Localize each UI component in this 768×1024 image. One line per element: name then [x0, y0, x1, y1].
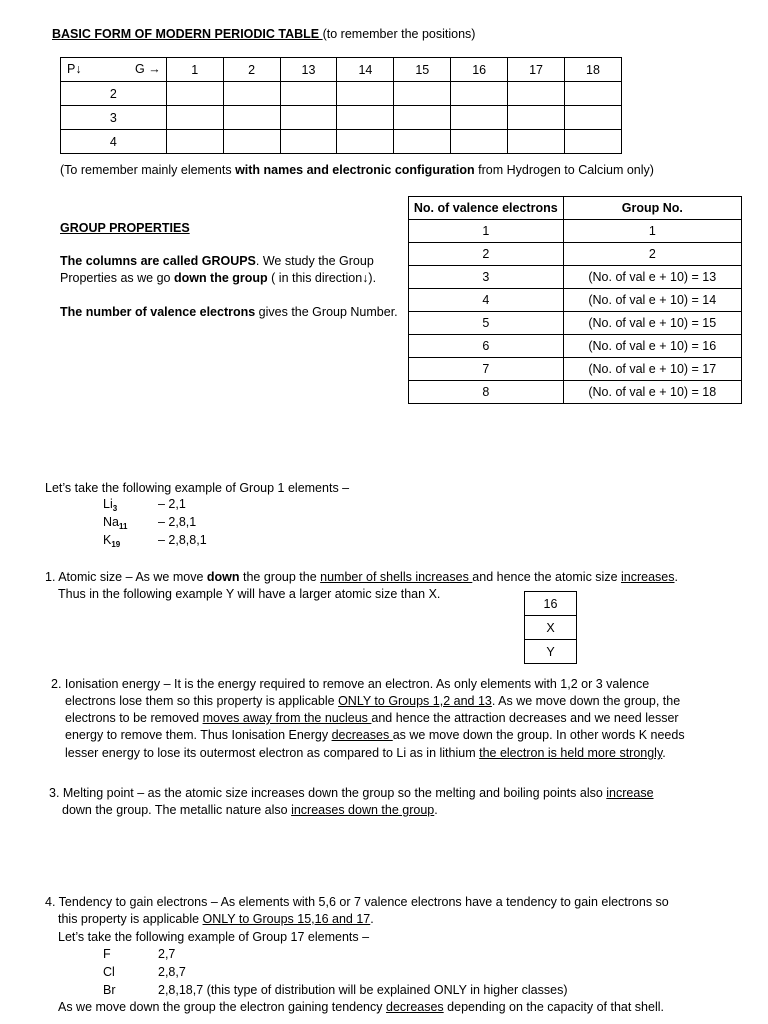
- periodic-table: [60, 57, 622, 154]
- valence-row: 3 (No. of val e + 10) = 13: [409, 266, 742, 289]
- point4-line: this property is applicable ONLY to Groups 15,16 and 17.: [58, 912, 374, 926]
- periodic-table-header-row: [61, 58, 622, 82]
- period-label: 2: [61, 82, 167, 106]
- group-properties-line: The number of valence electrons gives the Group Number.: [60, 305, 398, 319]
- valence-table-header-row: [409, 197, 742, 220]
- element-config: 2,8,7: [158, 965, 186, 979]
- period-row: [61, 106, 622, 130]
- valence-row: 5 (No. of val e + 10) = 15: [409, 312, 742, 335]
- group-header: 2: [223, 58, 280, 82]
- valence-row: 4 (No. of val e + 10) = 14: [409, 289, 742, 312]
- point4-line: Let’s take the following example of Group 17 elements –: [58, 930, 370, 944]
- valence-row: 8 (No. of val e + 10) = 18: [409, 381, 742, 404]
- valence-header: No. of valence electrons: [409, 197, 564, 220]
- group16-mini-table: [524, 591, 577, 664]
- point4-line: 4. Tendency to gain electrons – As elements with 5,6 or 7 valence electrons have a tendency to gain electrons so: [45, 895, 669, 909]
- group-header: 15: [394, 58, 451, 82]
- element-symbol: $Na_{11}$: [103, 515, 128, 531]
- element-symbol: $Li_3$: [103, 497, 118, 513]
- remember-note: (To remember mainly elements with names and electronic configuration from Hydrogen to Calcium only): [60, 163, 654, 177]
- title-main: BASIC FORM OF MODERN PERIODIC TABLE: [52, 27, 323, 41]
- period-label: 3: [61, 106, 167, 130]
- title-note: (to remember the positions): [322, 27, 476, 41]
- element-symbol: F: [103, 947, 111, 961]
- element-symbol: Br: [103, 983, 116, 997]
- element-config: – 2,8,8,1: [158, 533, 207, 547]
- group-arrow-label: G →: [135, 62, 161, 76]
- point2-line: lesser energy to lose its outermost electron as compared to Li as in lithium the electron is held more strongly.: [65, 746, 666, 760]
- point2-line: electrons to be removed moves away from the nucleus and hence the attraction decreases and we need lesser: [65, 711, 679, 725]
- mini-table-cell: X: [525, 616, 577, 640]
- group-properties-heading: GROUP PROPERTIES: [60, 221, 190, 235]
- group-header: 16: [451, 58, 508, 82]
- period-label: 4: [61, 130, 167, 154]
- period-row: [61, 130, 622, 154]
- valence-table: [408, 196, 742, 404]
- group-properties-line: Properties as we go down the group ( in this direction↓).: [60, 271, 377, 285]
- periodic-table-corner-cell: [61, 58, 167, 82]
- point1-line: 1. Atomic size – As we move down the group the number of shells increases and hence the atomic size increases.: [45, 570, 678, 584]
- valence-row: 7 (No. of val e + 10) = 17: [409, 358, 742, 381]
- group-header: 18: [565, 58, 622, 82]
- mini-table-cell: 16: [525, 592, 577, 616]
- valence-row: 2 2: [409, 243, 742, 266]
- group-no-header: Group No.: [563, 197, 741, 220]
- element-config: 2,8,18,7 (this type of distribution will be explained ONLY in higher classes): [158, 983, 568, 997]
- point2-line: electrons lose them so this property is applicable ONLY to Groups 1,2 and 13. As we move down the group, the: [65, 694, 681, 708]
- group-properties-line: The columns are called GROUPS. We study the Group: [60, 254, 374, 268]
- element-config: – 2,8,1: [158, 515, 197, 529]
- group-header: 1: [166, 58, 223, 82]
- point3-line: down the group. The metallic nature also increases down the group.: [62, 803, 438, 817]
- group-header: 14: [337, 58, 394, 82]
- element-symbol: Cl: [103, 965, 115, 979]
- element-config: 2,7: [158, 947, 176, 961]
- point2-line: energy to remove them. Thus Ionisation Energy decreases as we move down the group. In other words K needs: [65, 728, 685, 742]
- point1-line: Thus in the following example Y will have a larger atomic size than X.: [58, 587, 441, 601]
- valence-row: 1 1: [409, 220, 742, 243]
- period-arrow-label: P↓: [67, 62, 82, 76]
- point2-line: 2. Ionisation energy – It is the energy required to remove an electron. As only elements with 1,2 or 3 valence: [51, 677, 650, 691]
- page-title: [52, 27, 475, 41]
- valence-row: 6 (No. of val e + 10) = 16: [409, 335, 742, 358]
- group-header: 17: [508, 58, 565, 82]
- point3-line: 3. Melting point – as the atomic size increases down the group so the melting and boiling points also increase: [49, 786, 654, 800]
- example1-intro: Let’s take the following example of Group 1 elements –: [45, 481, 350, 495]
- mini-table-cell: Y: [525, 640, 577, 664]
- element-symbol: $K_{19}$: [103, 533, 121, 549]
- element-config: – 2,1: [158, 497, 186, 511]
- period-row: [61, 82, 622, 106]
- point4-line: As we move down the group the electron gaining tendency decreases depending on the capacity of that shell.: [58, 1000, 664, 1014]
- group-header: 13: [280, 58, 337, 82]
